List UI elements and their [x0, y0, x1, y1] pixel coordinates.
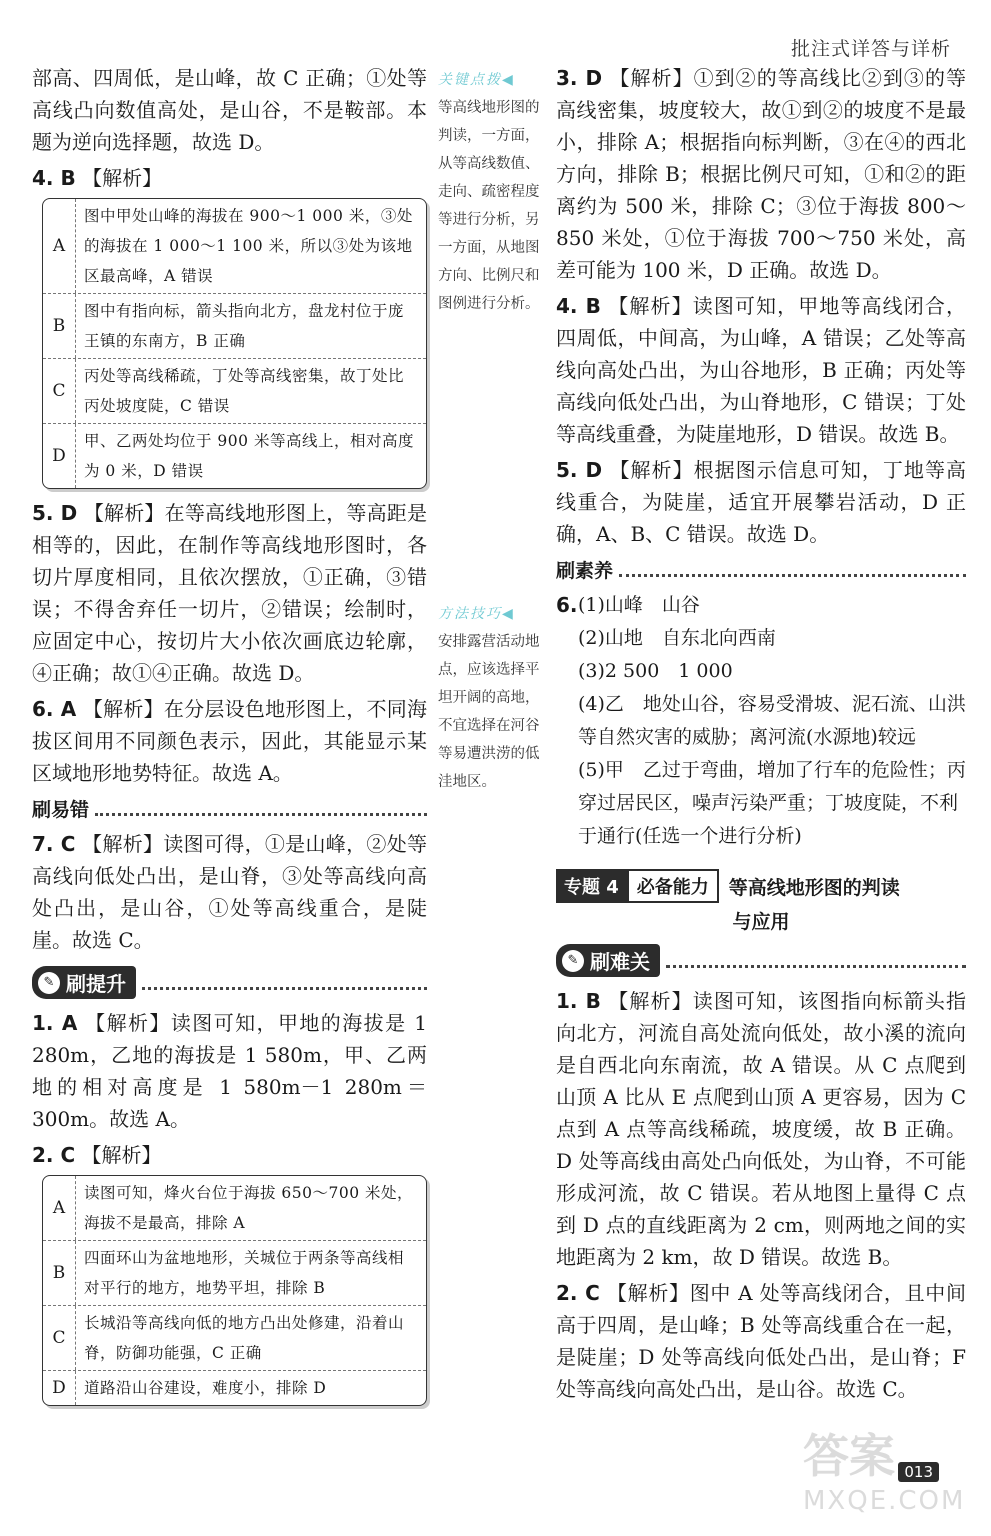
r-q5-answer [556, 454, 966, 550]
banner-title: 刷难关 [590, 950, 650, 974]
banner-hard [556, 944, 966, 977]
note-title: 关键点拨◀ [438, 72, 515, 88]
topic-banner [556, 869, 966, 903]
table-row [43, 294, 426, 359]
topic-title: 等高线地形图的判读 [728, 876, 900, 899]
q5-answer [32, 497, 427, 689]
row-label: A [43, 1176, 76, 1240]
q6-text: 【解析】在分层设色地形图上，不同海拔区间用不同颜色表示，因此，其能显示某区域地形地势特征。故选 A。 [32, 697, 427, 785]
row-label: C [43, 359, 76, 423]
dotted-divider [142, 975, 427, 990]
topic-number: 专题 4 [556, 869, 627, 903]
h1-answer [556, 985, 966, 1273]
q6-number: 6. [556, 593, 578, 617]
dotted-divider [95, 801, 427, 816]
watermark-text: 答案 [803, 1429, 895, 1483]
watermark [803, 1420, 973, 1530]
banner-title: 刷提升 [66, 972, 126, 996]
r-q5-number: 5. D [556, 458, 603, 482]
q4-number: 4. B [32, 166, 76, 190]
u2-analysis-table [42, 1175, 427, 1406]
q5-text: 【解析】在等高线地形图上，等高距是相等的，因此，在制作等高线地形图时，各切片厚度相同，且依次摆放，①正确，③错误；不得舍弃任一切片，②错误；绘制时，应固定中心，按切片大小依次画底边轮廓，④正确；故①④正确。故选 D。 [32, 501, 428, 685]
banner-badge [32, 966, 136, 999]
r-q3-answer [556, 62, 966, 286]
banner-improve [32, 966, 427, 999]
row-label: B [43, 294, 76, 358]
q7-answer [32, 828, 427, 956]
header-title: 批注式详答与详析 [790, 38, 951, 60]
r-q4-number: 4. B [556, 294, 601, 318]
h2-text: 【解析】图中 A 处等高线闭合，且中间高于四周，是山峰；B 处等高线重合在一起，是陡崖；D 处等高线向低处凸出，是山脊；F 处等高线向高处凸出，是山谷。故选 C。 [556, 1281, 966, 1401]
r-q4-answer [556, 290, 966, 450]
section-easy-error [32, 795, 427, 822]
q7-text: 【解析】读图可得，①是山峰，②处等高线向低处凸出，是山脊，③处等高线向高处凸出，是山谷，①处等高线重合，是陡崖。故选 C。 [32, 832, 428, 952]
u2-tag: 【解析】 [81, 1143, 162, 1167]
u1-text: 【解析】读图可知，甲地的海拔是 1 280m，乙地的海拔是 1 580m，甲、乙两地的相对高度是 1 580m－1 280m＝300m。故选 A。 [32, 1011, 427, 1131]
q7-number: 7. C [32, 832, 76, 856]
dotted-divider [619, 562, 966, 577]
row-text: 甲、乙两处均位于 900 米等高线上，相对高度为 0 米，D 错误 [84, 432, 414, 480]
table-row [43, 1306, 426, 1371]
note-text: 等高线地形图的判读，一方面，从等高线数值、走向、疏密程度等进行分析，另一方面，从地图方向、比例尺和图例进行分析。 [438, 100, 540, 312]
q6-answer-line: (4)乙 地处山谷，容易受滑坡、泥石流、山洪等自然灾害的威胁；离河流(水源地)较远 [578, 693, 966, 748]
r-q5-text: 【解析】根据图示信息可知，丁地等高线重合，为陡崖，适宜开展攀岩活动，D 正确，A、B、C 错误。故选 D。 [556, 458, 966, 546]
right-column [556, 62, 966, 1409]
row-text: 四面环山为盆地地形，关城位于两条等高线相对平行的地方，地势平坦，排除 B [84, 1249, 405, 1297]
dotted-divider [666, 953, 966, 968]
row-label: D [43, 1371, 76, 1405]
q6-answer-line: (2)山地 自东北向西南 [578, 627, 776, 649]
q4-heading [32, 162, 427, 194]
r-q3-text: 【解析】①到②的等高线比②到③的等高线密集，坡度较大，故①到②的坡度不是最小，排除 A；根据指向标判断，③在④的西北方向，排除 B；根据比例尺可知，①和②的距离约为 500 米，排除 C；③位于海拔 800～850 米处，①位于海拔 700～750 米处，高差可能为 100 米，D 正确。故选 D。 [556, 66, 966, 282]
topic-category: 必备能力 [627, 869, 719, 903]
q6-answer [32, 693, 427, 789]
sidebar-note-key-points [438, 66, 548, 318]
table-row [43, 1241, 426, 1306]
note-text: 安排露营活动地点，应该选择平坦开阔的高地，不宜选择在河谷等易遭洪涝的低洼地区。 [438, 634, 540, 790]
q4-tag: 【解析】 [82, 166, 163, 190]
page-number: 013 [898, 1462, 939, 1482]
q5-number: 5. D [32, 501, 78, 525]
h1-number: 1. B [556, 989, 601, 1013]
section-title: 刷素养 [556, 560, 614, 582]
table-row [43, 199, 426, 294]
h2-number: 2. C [556, 1281, 600, 1305]
table-row [43, 424, 426, 488]
row-label: D [43, 424, 76, 488]
u2-heading [32, 1139, 427, 1171]
q6-answer-line: (3)2 500 1 000 [578, 660, 733, 682]
row-text: 长城沿等高线向低的地方凸出处修建，沿着山脊，防御功能强，C 正确 [84, 1314, 405, 1362]
q6-number: 6. A [32, 697, 77, 721]
table-row [43, 359, 426, 424]
pencil-icon: ✎ [562, 950, 584, 972]
row-text: 图中甲处山峰的海拔在 900～1 000 米，③处的海拔在 1 000～1 100 米，所以③处为该地区最高峰，A 错误 [84, 207, 413, 285]
q4-analysis-table [42, 198, 427, 489]
row-label: B [43, 1241, 76, 1305]
u1-answer [32, 1007, 427, 1135]
row-text: 道路沿山谷建设，难度小，排除 D [84, 1379, 327, 1397]
h2-answer [556, 1277, 966, 1405]
section-literacy [556, 556, 966, 583]
table-row [43, 1176, 426, 1241]
row-text: 丙处等高线稀疏，丁处等高线密集，故丁处比丙处坡度陡，C 错误 [84, 367, 405, 415]
row-text: 读图可知，烽火台位于海拔 650～700 米处，海拔不是最高，排除 A [84, 1184, 414, 1232]
intro-paragraph: 部高、四周低，是山峰，故 C 正确；①处等高线凸向数值高处，是山谷，不是鞍部。本题为逆向选择题，故选 D。 [32, 66, 427, 154]
section-title: 刷易错 [32, 799, 90, 821]
row-label: C [43, 1306, 76, 1370]
note-title: 方法技巧◀ [438, 606, 515, 622]
row-text: 图中有指向标，箭头指向北方，盘龙村位于庞王镇的东南方，B 正确 [84, 302, 405, 350]
table-row [43, 1371, 426, 1405]
left-column [32, 62, 427, 1414]
u2-number: 2. C [32, 1143, 76, 1167]
q6-answers [556, 589, 966, 853]
pencil-icon: ✎ [38, 972, 60, 994]
banner-badge [556, 944, 660, 977]
topic-title-continued: 与应用 [732, 911, 790, 933]
u1-number: 1. A [32, 1011, 78, 1035]
h1-text: 【解析】读图可知，该图指向标箭头指向北方，河流自高处流向低处，故小溪的流向是自西北向东南流，故 A 错误。从 C 点爬到山顶 A 比从 E 点爬到山顶 A 更容易，因为 C 点到 A 点等高线稀疏，坡度缓，故 B 正确。D 处等高线由高处凸向低处，为山脊，不可能形成河流，故 C 错误。若从地图上量得 C 点到 D 点的直线距离为 2 cm，则两地之间的实地距离为 2 km，故 D 错误。故选 B。 [556, 989, 966, 1269]
r-q4-text: 【解析】读图可知，甲地等高线闭合，四周低，中间高，为山峰，A 错误；乙处等高线向高处凸出，为山谷地形，B 正确；丙处等高线向低处凸出，为山脊地形，C 错误；丁处等高线重叠，为陡崖地形，D 错误。故选 B。 [556, 294, 966, 446]
q6-answer-line: (1)山峰 山谷 [578, 594, 700, 616]
row-label: A [43, 199, 76, 293]
sidebar-note-methods [438, 600, 548, 796]
watermark-url: MXQE.COM [803, 1486, 966, 1516]
q6-answer-line: (5)甲 乙过于弯曲，增加了行车的危险性；丙穿过居民区，噪声污染严重；丁坡度陡，不利于通行(任选一个进行分析) [578, 759, 966, 847]
r-q3-number: 3. D [556, 66, 603, 90]
